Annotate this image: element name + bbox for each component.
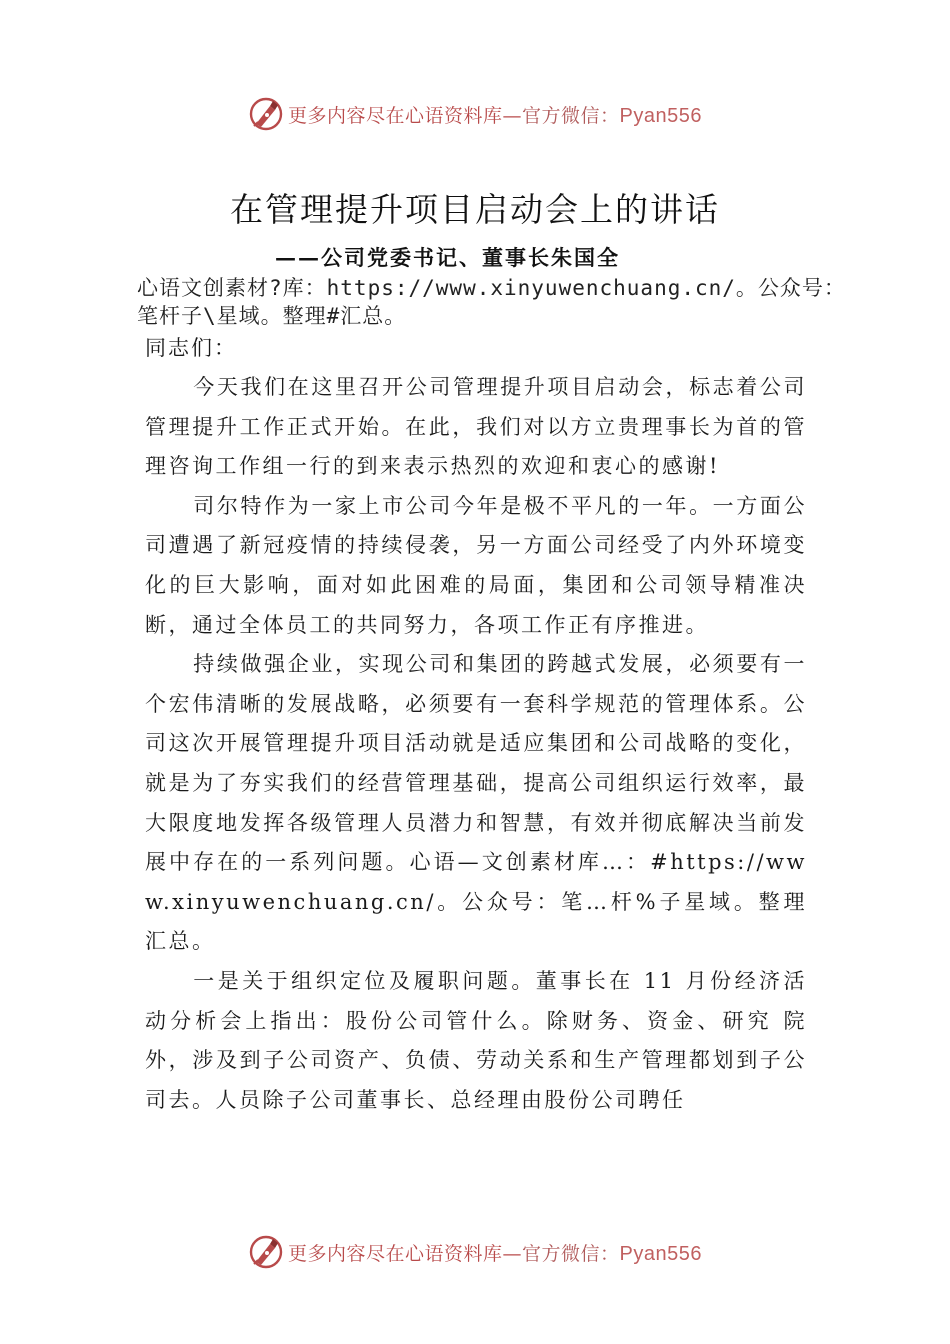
document-title: 在管理提升项目启动会上的讲话 [230, 190, 720, 229]
wechat-id: Pyan556 [619, 1242, 702, 1265]
paragraph-3: 持续做强企业，实现公司和集团的跨越式发展，必须要有一个宏伟清晰的发展战略，必须要有一套科学规范的管理体系。公司这次开展管理提升项目活动就是适应集团和公司战略的变化，就是为了夯实我们的经营管理基础，提高公司组织运行效率，最大限度地发挥各级管理人员潜力和智慧，有效并彻底解决当前发展中存在的一系列问题。心语—文创素材库…：#https://www.xinyuwenchuang.cn/。公众号：笔…杆%子星域。整理汇总。 [145, 652, 807, 954]
wechat-label: 官方微信： [522, 1242, 620, 1265]
footer-banner [0, 1230, 950, 1274]
document-body [145, 368, 807, 1120]
pen-nib-logo-icon [248, 1234, 284, 1270]
header-banner [0, 92, 950, 136]
wechat-label: 官方微信： [522, 104, 620, 127]
footer-banner-text [288, 1239, 702, 1266]
wechat-id: Pyan556 [619, 104, 702, 127]
paragraph-4: 一是关于组织定位及履职问题。董事长在 11 月份经济活动分析会上指出：股份公司管什么。除财务、资金、研究 院外，涉及到子公司资产、负债、劳动关系和生产管理都划到子公司去。人员除子公司董事长、总经理由股份公司聘任 [145, 968, 807, 1112]
header-banner-text [288, 101, 702, 128]
paragraph-2: 司尔特作为一家上市公司今年是极不平凡的一年。一方面公司遭遇了新冠疫情的持续侵袭，另一方面公司经受了内外环境变化的巨大影响，面对如此困难的局面，集团和公司领导精准决断，通过全体员工的共同努力，各项工作正有序推进。 [145, 493, 807, 637]
banner-slogan: 更多内容尽在心语资料库— [288, 1242, 523, 1265]
document-subtitle: ——公司党委书记、董事长朱国全 [275, 245, 620, 270]
pen-nib-logo-icon [248, 96, 284, 132]
greeting: 同志们： [145, 336, 237, 360]
banner-slogan: 更多内容尽在心语资料库— [288, 104, 523, 127]
paragraph-1: 今天我们在这里召开公司管理提升项目启动会，标志着公司管理提升工作正式开始。在此，我们对以方立贵理事长为首的管理咨询工作组一行的到来表示热烈的欢迎和衷心的感谢! [145, 375, 807, 479]
source-watermark-line: 心语文创素材?库：https://www.xinyuwenchuang.cn/。公众号：笔杆子\星域。整理#汇总。 [137, 276, 846, 328]
